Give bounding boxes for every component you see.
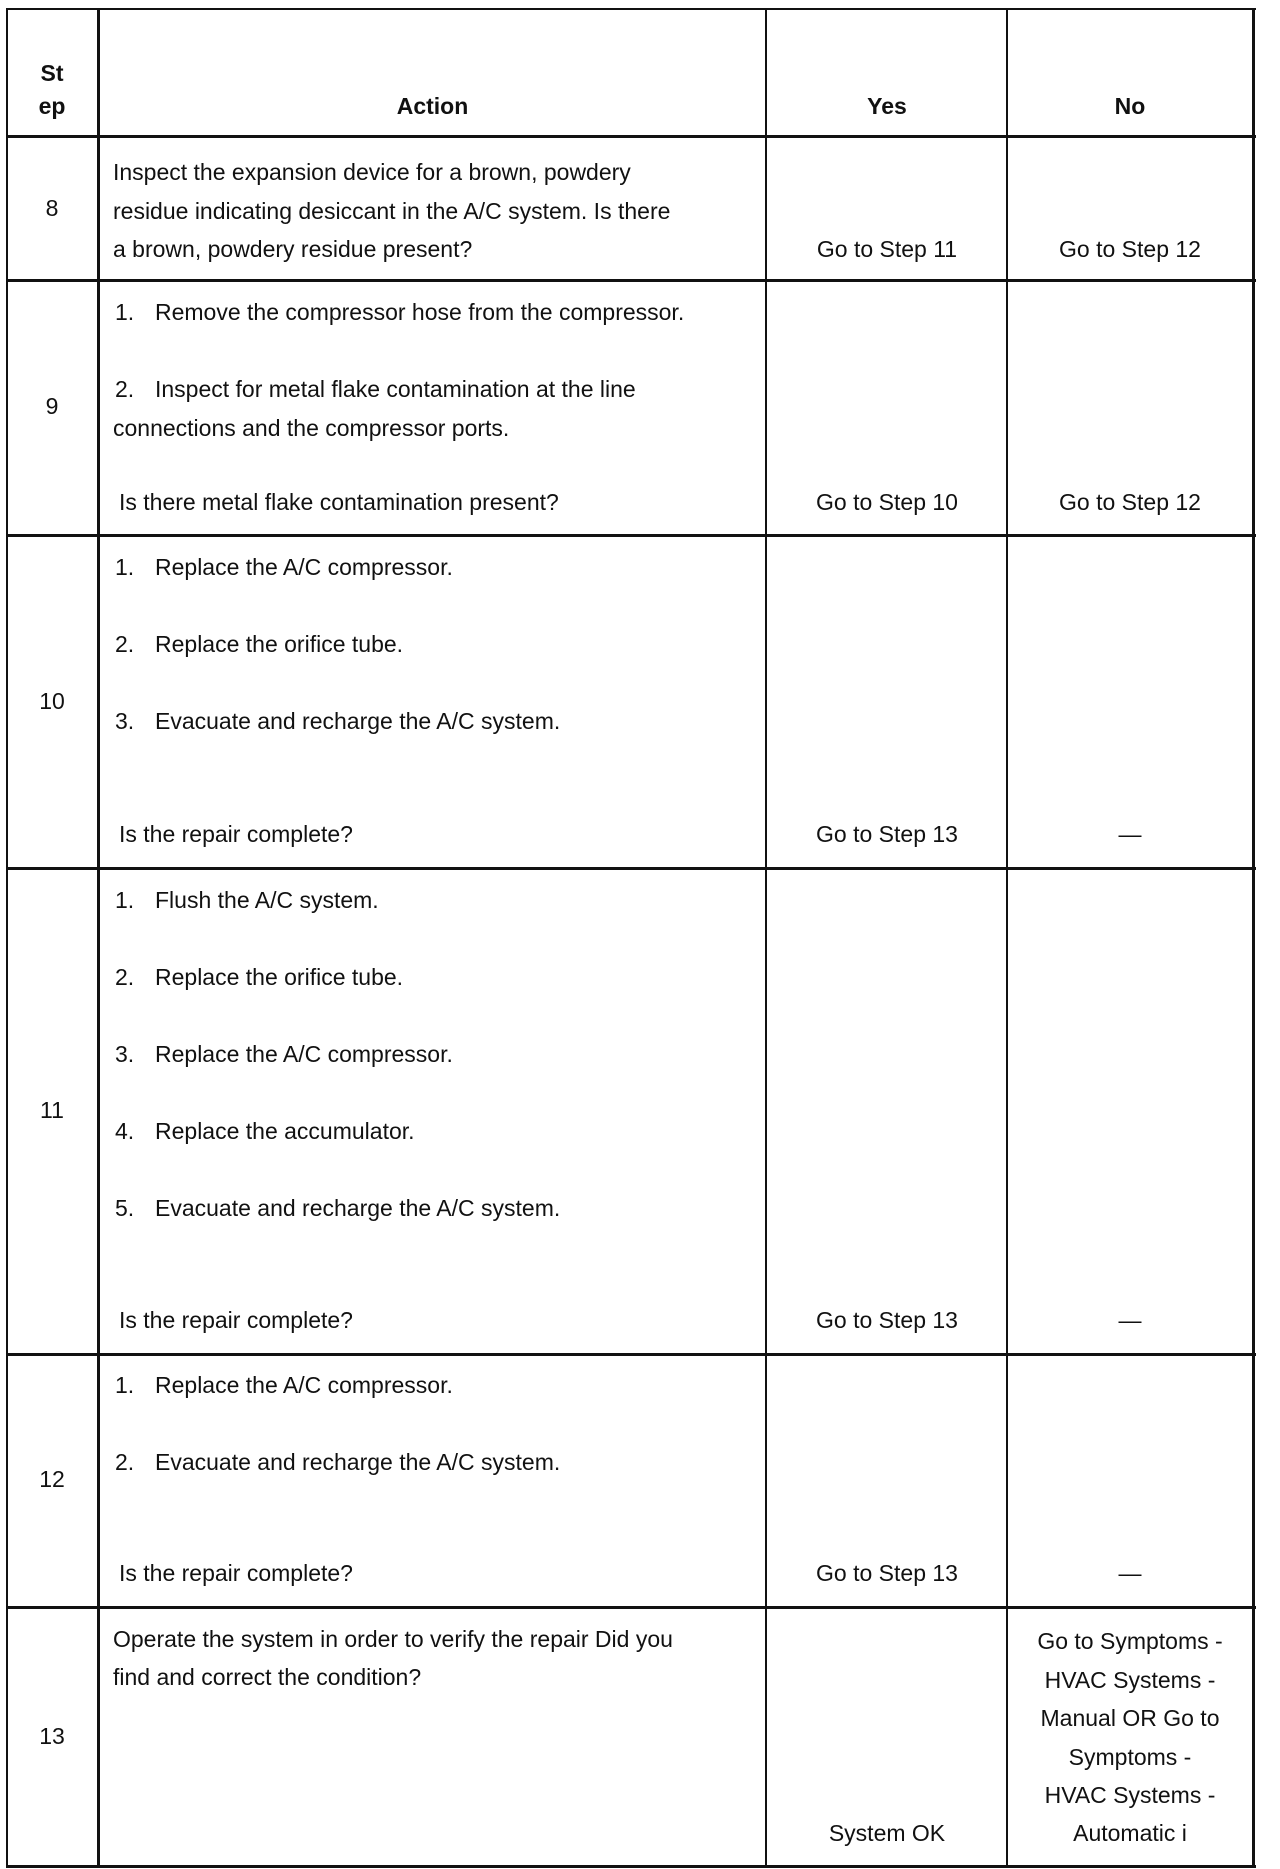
yes-result: Go to Step 13 [816,1560,958,1586]
yes-result: Go to Step 10 [816,489,958,515]
item-number: 1. [115,299,135,325]
action-text: Operate the system in order to verify the repair Did you [113,1626,673,1652]
step-number: 9 [45,393,59,419]
no-result: — [1118,821,1142,847]
row-divider [6,135,1256,138]
yes-result: Go to Step 13 [816,821,958,847]
item-text: Replace the A/C compressor. [155,1372,453,1398]
step-number: 12 [39,1466,65,1492]
no-result-line: HVAC Systems - [1044,1667,1216,1693]
item-text: Replace the A/C compressor. [155,1041,453,1067]
no-result-line: Go to Symptoms - [1037,1628,1223,1654]
question-text: Is the repair complete? [119,821,353,847]
item-number: 5. [115,1195,135,1221]
col-divider [97,8,100,1868]
col-divider [765,8,767,1868]
no-result: — [1118,1307,1142,1333]
no-result-line: Manual OR Go to [1040,1705,1220,1731]
list-item [115,1449,560,1476]
list-item [115,1041,453,1068]
row-divider [6,534,1256,537]
action-text: a brown, powdery residue present? [113,236,473,262]
list-item [115,554,453,581]
list-item [115,708,560,735]
col-divider [1006,8,1008,1868]
item-number: 3. [115,708,135,734]
no-result-line: Automatic i [1073,1820,1187,1846]
col-divider [6,8,8,1868]
action-text: Inspect the expansion device for a brown, powdery [113,159,631,185]
action-text: residue indicating desiccant in the A/C system. Is there [113,198,671,224]
question-text: Is there metal flake contamination present? [119,489,559,515]
step-number: 13 [39,1723,65,1749]
no-result-line: Symptoms - [1068,1744,1192,1770]
no-result-line: HVAC Systems - [1044,1782,1216,1808]
list-item [115,376,636,403]
list-item [115,1372,453,1399]
item-number: 2. [115,376,135,402]
item-number: 2. [115,631,135,657]
yes-result: Go to Step 11 [816,236,958,262]
item-number: 2. [115,964,135,990]
list-item [115,887,379,914]
item-text: Evacuate and recharge the A/C system. [155,1195,561,1221]
item-number: 2. [115,1449,135,1475]
step-number: 8 [45,195,59,221]
no-result: Go to Step 12 [1059,236,1201,262]
item-text: Replace the orifice tube. [155,631,404,657]
yes-result: System OK [828,1820,946,1846]
item-text: Replace the A/C compressor. [155,554,453,580]
no-result: Go to Step 12 [1059,489,1201,515]
list-item [115,1118,415,1145]
action-text: find and correct the condition? [113,1664,422,1690]
step-number: 11 [40,1097,64,1123]
item-number: 1. [115,1372,135,1398]
item-text: Replace the accumulator. [155,1118,415,1144]
yes-result: Go to Step 13 [816,1307,958,1333]
action-text: connections and the compressor ports. [113,415,510,441]
header-action: Action [396,93,469,119]
item-number: 1. [115,554,135,580]
list-item [115,299,684,326]
no-result: — [1118,1560,1142,1586]
item-number: 3. [115,1041,135,1067]
diagnostic-table [6,8,1256,1869]
item-text: Inspect for metal flake contamination at the line [155,376,636,402]
list-item [115,964,403,991]
item-text: Flush the A/C system. [155,887,379,913]
col-divider [1252,8,1255,1868]
list-item [115,1195,560,1222]
item-text: Replace the orifice tube. [155,964,404,990]
item-number: 4. [115,1118,135,1144]
question-text: Is the repair complete? [119,1307,353,1333]
list-item [115,631,403,658]
item-number: 1. [115,887,135,913]
item-text: Evacuate and recharge the A/C system. [155,1449,561,1475]
step-number: 10 [39,688,65,714]
question-text: Is the repair complete? [119,1560,353,1586]
header-yes: Yes [867,93,907,119]
row-divider [6,1353,1256,1356]
row-divider [6,279,1256,282]
header-step-line2: ep [38,93,66,119]
row-divider [6,867,1256,870]
header-step-line1: St [40,60,64,86]
header-no: No [1114,93,1146,119]
item-text: Remove the compressor hose from the compressor. [155,299,685,325]
row-divider [6,1606,1256,1609]
table-border-top [6,8,1256,10]
item-text: Evacuate and recharge the A/C system. [155,708,561,734]
